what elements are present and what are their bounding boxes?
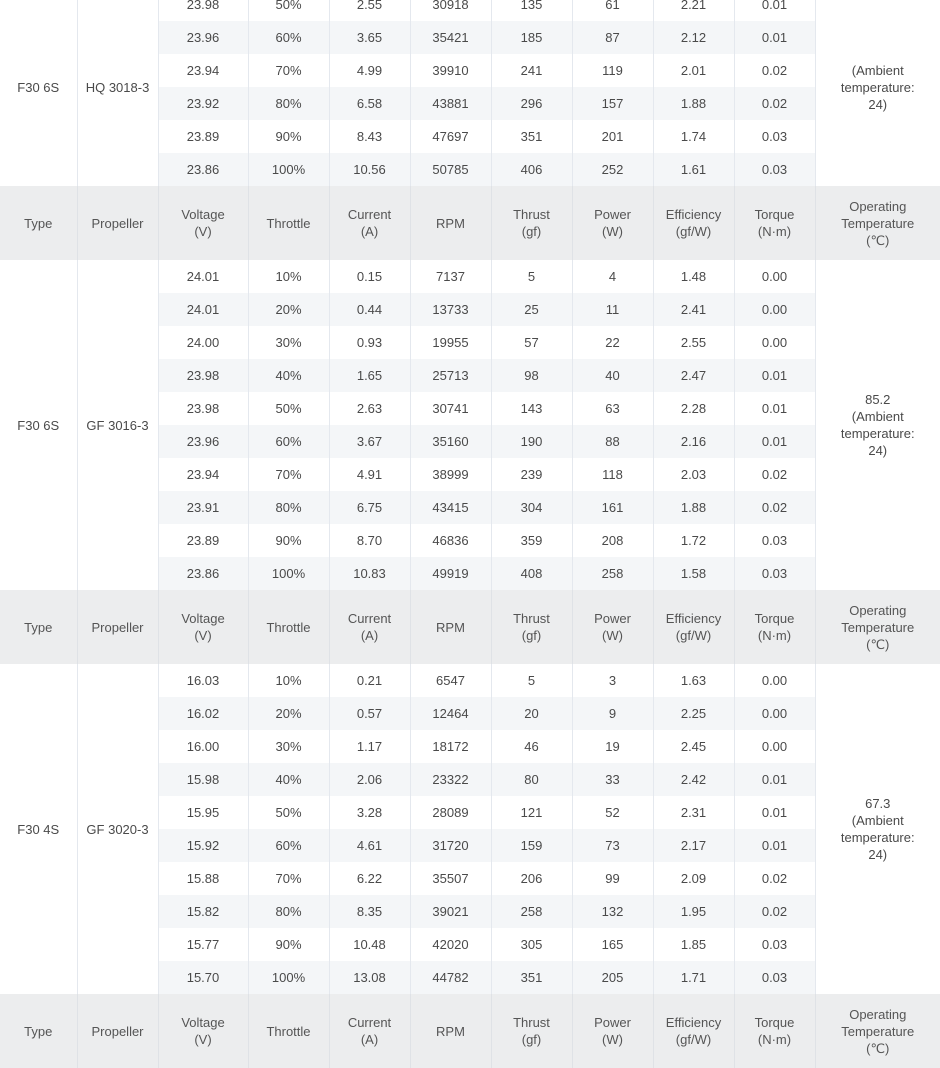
- throttle-cell: 60%: [248, 425, 329, 458]
- rpm-cell: 30918: [410, 0, 491, 21]
- header-type: Type: [0, 186, 77, 260]
- current-cell: 8.35: [329, 895, 410, 928]
- voltage-cell: 15.98: [158, 763, 248, 796]
- throttle-cell: 30%: [248, 730, 329, 763]
- voltage-cell: 23.92: [158, 87, 248, 120]
- efficiency-cell: 2.01: [653, 54, 734, 87]
- efficiency-cell: 2.41: [653, 293, 734, 326]
- current-cell: 6.22: [329, 862, 410, 895]
- header-power: Power (W): [572, 994, 653, 1068]
- throttle-cell: 50%: [248, 0, 329, 21]
- voltage-cell: 15.70: [158, 961, 248, 994]
- rpm-cell: 42020: [410, 928, 491, 961]
- power-cell: 99: [572, 862, 653, 895]
- thrust-cell: 98: [491, 359, 572, 392]
- voltage-cell: 15.95: [158, 796, 248, 829]
- current-cell: 4.91: [329, 458, 410, 491]
- torque-cell: 0.02: [734, 458, 815, 491]
- voltage-cell: 23.86: [158, 153, 248, 186]
- efficiency-cell: 1.85: [653, 928, 734, 961]
- throttle-cell: 100%: [248, 153, 329, 186]
- efficiency-cell: 1.71: [653, 961, 734, 994]
- torque-cell: 0.00: [734, 326, 815, 359]
- torque-cell: 0.00: [734, 730, 815, 763]
- power-cell: 208: [572, 524, 653, 557]
- efficiency-cell: 1.48: [653, 260, 734, 293]
- voltage-cell: 16.03: [158, 664, 248, 697]
- throttle-cell: 80%: [248, 87, 329, 120]
- current-cell: 3.67: [329, 425, 410, 458]
- throttle-cell: 50%: [248, 796, 329, 829]
- rpm-cell: 39021: [410, 895, 491, 928]
- voltage-cell: 23.91: [158, 491, 248, 524]
- efficiency-cell: 2.09: [653, 862, 734, 895]
- rpm-cell: 43415: [410, 491, 491, 524]
- rpm-cell: 35507: [410, 862, 491, 895]
- torque-cell: 0.03: [734, 153, 815, 186]
- operating-temperature-cell: 85.2 (Ambient temperature: 24): [815, 260, 940, 590]
- thrust-cell: 5: [491, 664, 572, 697]
- rpm-cell: 44782: [410, 961, 491, 994]
- throttle-cell: 20%: [248, 697, 329, 730]
- current-cell: 10.83: [329, 557, 410, 590]
- voltage-cell: 23.98: [158, 359, 248, 392]
- header-type: Type: [0, 994, 77, 1068]
- motor-type-cell: F30 4S: [0, 664, 77, 994]
- propeller-cell: GF 3016-3: [77, 260, 158, 590]
- power-cell: 11: [572, 293, 653, 326]
- current-cell: 4.61: [329, 829, 410, 862]
- throttle-cell: 20%: [248, 293, 329, 326]
- rpm-cell: 38999: [410, 458, 491, 491]
- torque-cell: 0.01: [734, 763, 815, 796]
- current-cell: 0.15: [329, 260, 410, 293]
- throttle-cell: 70%: [248, 54, 329, 87]
- throttle-cell: 70%: [248, 458, 329, 491]
- header-throttle: Throttle: [248, 186, 329, 260]
- torque-cell: 0.02: [734, 895, 815, 928]
- torque-cell: 0.03: [734, 961, 815, 994]
- efficiency-cell: 1.61: [653, 153, 734, 186]
- efficiency-cell: 2.25: [653, 697, 734, 730]
- voltage-cell: 16.00: [158, 730, 248, 763]
- header-efficiency: Efficiency (gf/W): [653, 994, 734, 1068]
- current-cell: 6.58: [329, 87, 410, 120]
- thrust-cell: 206: [491, 862, 572, 895]
- efficiency-cell: 1.72: [653, 524, 734, 557]
- thrust-cell: 80: [491, 763, 572, 796]
- rpm-cell: 12464: [410, 697, 491, 730]
- header-current: Current (A): [329, 994, 410, 1068]
- power-cell: 88: [572, 425, 653, 458]
- rpm-cell: 35160: [410, 425, 491, 458]
- thrust-cell: 408: [491, 557, 572, 590]
- voltage-cell: 15.82: [158, 895, 248, 928]
- throttle-cell: 100%: [248, 557, 329, 590]
- efficiency-cell: 2.03: [653, 458, 734, 491]
- header-torque: Torque (N·m): [734, 186, 815, 260]
- rpm-cell: 46836: [410, 524, 491, 557]
- power-cell: 19: [572, 730, 653, 763]
- thrust-cell: 241: [491, 54, 572, 87]
- power-cell: 132: [572, 895, 653, 928]
- thrust-cell: 296: [491, 87, 572, 120]
- header-thrust: Thrust (gf): [491, 994, 572, 1068]
- rpm-cell: 23322: [410, 763, 491, 796]
- throttle-cell: 90%: [248, 524, 329, 557]
- efficiency-cell: 1.88: [653, 87, 734, 120]
- current-cell: 6.75: [329, 491, 410, 524]
- current-cell: 2.55: [329, 0, 410, 21]
- header-current: Current (A): [329, 186, 410, 260]
- throttle-cell: 80%: [248, 491, 329, 524]
- voltage-cell: 24.00: [158, 326, 248, 359]
- current-cell: 0.57: [329, 697, 410, 730]
- rpm-cell: 50785: [410, 153, 491, 186]
- torque-cell: 0.03: [734, 524, 815, 557]
- efficiency-cell: 2.47: [653, 359, 734, 392]
- efficiency-cell: 2.16: [653, 425, 734, 458]
- header-throttle: Throttle: [248, 994, 329, 1068]
- thrust-cell: 305: [491, 928, 572, 961]
- torque-cell: 0.01: [734, 796, 815, 829]
- current-cell: 4.99: [329, 54, 410, 87]
- torque-cell: 0.03: [734, 928, 815, 961]
- efficiency-cell: 2.17: [653, 829, 734, 862]
- current-cell: 8.43: [329, 120, 410, 153]
- torque-cell: 0.02: [734, 87, 815, 120]
- current-cell: 10.48: [329, 928, 410, 961]
- power-cell: 73: [572, 829, 653, 862]
- thrust-cell: 258: [491, 895, 572, 928]
- throttle-cell: 50%: [248, 392, 329, 425]
- rpm-cell: 31720: [410, 829, 491, 862]
- throttle-cell: 100%: [248, 961, 329, 994]
- throttle-cell: 10%: [248, 664, 329, 697]
- header-thrust: Thrust (gf): [491, 590, 572, 664]
- rpm-cell: 49919: [410, 557, 491, 590]
- thrust-cell: 304: [491, 491, 572, 524]
- voltage-cell: 15.88: [158, 862, 248, 895]
- motor-type-cell: F30 6S: [0, 0, 77, 186]
- voltage-cell: 16.02: [158, 697, 248, 730]
- operating-temperature-cell: 67.3 (Ambient temperature: 24): [815, 664, 940, 994]
- power-cell: 157: [572, 87, 653, 120]
- torque-cell: 0.00: [734, 664, 815, 697]
- efficiency-cell: 1.74: [653, 120, 734, 153]
- header-throttle: Throttle: [248, 590, 329, 664]
- rpm-cell: 35421: [410, 21, 491, 54]
- torque-cell: 0.01: [734, 392, 815, 425]
- thrust-cell: 121: [491, 796, 572, 829]
- thrust-cell: 143: [491, 392, 572, 425]
- header-voltage: Voltage (V): [158, 186, 248, 260]
- voltage-cell: 23.98: [158, 392, 248, 425]
- thrust-cell: 20: [491, 697, 572, 730]
- rpm-cell: 19955: [410, 326, 491, 359]
- current-cell: 3.28: [329, 796, 410, 829]
- throttle-cell: 60%: [248, 21, 329, 54]
- header-row: [0, 186, 940, 260]
- throttle-cell: 80%: [248, 895, 329, 928]
- power-cell: 52: [572, 796, 653, 829]
- efficiency-cell: 2.55: [653, 326, 734, 359]
- current-cell: 2.63: [329, 392, 410, 425]
- header-power: Power (W): [572, 186, 653, 260]
- power-cell: 9: [572, 697, 653, 730]
- rpm-cell: 25713: [410, 359, 491, 392]
- current-cell: 10.56: [329, 153, 410, 186]
- efficiency-cell: 2.28: [653, 392, 734, 425]
- header-voltage: Voltage (V): [158, 590, 248, 664]
- thrust-cell: 185: [491, 21, 572, 54]
- power-cell: 87: [572, 21, 653, 54]
- voltage-cell: 24.01: [158, 293, 248, 326]
- rpm-cell: 28089: [410, 796, 491, 829]
- power-cell: 3: [572, 664, 653, 697]
- header-power: Power (W): [572, 590, 653, 664]
- power-cell: 61: [572, 0, 653, 21]
- current-cell: 8.70: [329, 524, 410, 557]
- voltage-cell: 23.96: [158, 21, 248, 54]
- header-efficiency: Efficiency (gf/W): [653, 590, 734, 664]
- header-operating-temperature: Operating Temperature (℃): [815, 186, 940, 260]
- throttle-cell: 90%: [248, 928, 329, 961]
- torque-cell: 0.02: [734, 491, 815, 524]
- current-cell: 0.44: [329, 293, 410, 326]
- header-row: [0, 994, 940, 1068]
- current-cell: 13.08: [329, 961, 410, 994]
- header-rpm: RPM: [410, 994, 491, 1068]
- thrust-cell: 351: [491, 120, 572, 153]
- header-propeller: Propeller: [77, 186, 158, 260]
- thrust-cell: 135: [491, 0, 572, 21]
- table-row: [0, 664, 940, 697]
- voltage-cell: 23.96: [158, 425, 248, 458]
- rpm-cell: 30741: [410, 392, 491, 425]
- voltage-cell: 23.89: [158, 120, 248, 153]
- torque-cell: 0.01: [734, 0, 815, 21]
- torque-cell: 0.01: [734, 425, 815, 458]
- torque-cell: 0.03: [734, 557, 815, 590]
- power-cell: 258: [572, 557, 653, 590]
- efficiency-cell: 2.31: [653, 796, 734, 829]
- thrust-cell: 351: [491, 961, 572, 994]
- efficiency-cell: 1.63: [653, 664, 734, 697]
- torque-cell: 0.01: [734, 21, 815, 54]
- rpm-cell: 7137: [410, 260, 491, 293]
- voltage-cell: 23.89: [158, 524, 248, 557]
- thrust-cell: 5: [491, 260, 572, 293]
- thrust-cell: 239: [491, 458, 572, 491]
- power-cell: 119: [572, 54, 653, 87]
- torque-cell: 0.03: [734, 120, 815, 153]
- header-operating-temperature: Operating Temperature (℃): [815, 590, 940, 664]
- header-type: Type: [0, 590, 77, 664]
- throttle-cell: 90%: [248, 120, 329, 153]
- header-rpm: RPM: [410, 186, 491, 260]
- voltage-cell: 23.94: [158, 54, 248, 87]
- table-row: [0, 260, 940, 293]
- thrust-cell: 406: [491, 153, 572, 186]
- current-cell: 0.21: [329, 664, 410, 697]
- thrust-cell: 159: [491, 829, 572, 862]
- header-thrust: Thrust (gf): [491, 186, 572, 260]
- thrust-cell: 46: [491, 730, 572, 763]
- header-propeller: Propeller: [77, 994, 158, 1068]
- efficiency-cell: 1.88: [653, 491, 734, 524]
- efficiency-cell: 1.95: [653, 895, 734, 928]
- voltage-cell: 15.92: [158, 829, 248, 862]
- rpm-cell: 47697: [410, 120, 491, 153]
- rpm-cell: 18172: [410, 730, 491, 763]
- header-current: Current (A): [329, 590, 410, 664]
- power-cell: 165: [572, 928, 653, 961]
- throttle-cell: 40%: [248, 359, 329, 392]
- torque-cell: 0.00: [734, 697, 815, 730]
- thrust-cell: 190: [491, 425, 572, 458]
- table-row: [0, 0, 940, 21]
- efficiency-cell: 2.12: [653, 21, 734, 54]
- power-cell: 63: [572, 392, 653, 425]
- header-efficiency: Efficiency (gf/W): [653, 186, 734, 260]
- rpm-cell: 39910: [410, 54, 491, 87]
- header-rpm: RPM: [410, 590, 491, 664]
- throttle-cell: 70%: [248, 862, 329, 895]
- torque-cell: 0.00: [734, 293, 815, 326]
- voltage-cell: 23.98: [158, 0, 248, 21]
- torque-cell: 0.02: [734, 862, 815, 895]
- rpm-cell: 13733: [410, 293, 491, 326]
- power-cell: 252: [572, 153, 653, 186]
- voltage-cell: 23.94: [158, 458, 248, 491]
- torque-cell: 0.02: [734, 54, 815, 87]
- thrust-cell: 359: [491, 524, 572, 557]
- power-cell: 118: [572, 458, 653, 491]
- current-cell: 0.93: [329, 326, 410, 359]
- current-cell: 1.65: [329, 359, 410, 392]
- throttle-cell: 10%: [248, 260, 329, 293]
- header-propeller: Propeller: [77, 590, 158, 664]
- efficiency-cell: 2.45: [653, 730, 734, 763]
- torque-cell: 0.01: [734, 359, 815, 392]
- header-row: [0, 590, 940, 664]
- voltage-cell: 24.01: [158, 260, 248, 293]
- efficiency-cell: 1.58: [653, 557, 734, 590]
- throttle-cell: 60%: [248, 829, 329, 862]
- torque-cell: 0.01: [734, 829, 815, 862]
- power-cell: 22: [572, 326, 653, 359]
- throttle-cell: 30%: [248, 326, 329, 359]
- efficiency-cell: 2.42: [653, 763, 734, 796]
- rpm-cell: 43881: [410, 87, 491, 120]
- power-cell: 33: [572, 763, 653, 796]
- header-torque: Torque (N·m): [734, 994, 815, 1068]
- power-cell: 205: [572, 961, 653, 994]
- voltage-cell: 15.77: [158, 928, 248, 961]
- current-cell: 1.17: [329, 730, 410, 763]
- header-torque: Torque (N·m): [734, 590, 815, 664]
- propeller-cell: HQ 3018-3: [77, 0, 158, 186]
- voltage-cell: 23.86: [158, 557, 248, 590]
- current-cell: 2.06: [329, 763, 410, 796]
- efficiency-cell: 2.21: [653, 0, 734, 21]
- thrust-cell: 57: [491, 326, 572, 359]
- thrust-cell: 25: [491, 293, 572, 326]
- power-cell: 201: [572, 120, 653, 153]
- power-cell: 40: [572, 359, 653, 392]
- operating-temperature-cell: (Ambient temperature: 24): [815, 0, 940, 186]
- power-cell: 161: [572, 491, 653, 524]
- propeller-cell: GF 3020-3: [77, 664, 158, 994]
- power-cell: 4: [572, 260, 653, 293]
- header-voltage: Voltage (V): [158, 994, 248, 1068]
- current-cell: 3.65: [329, 21, 410, 54]
- header-operating-temperature: Operating Temperature (℃): [815, 994, 940, 1068]
- motor-type-cell: F30 6S: [0, 260, 77, 590]
- throttle-cell: 40%: [248, 763, 329, 796]
- rpm-cell: 6547: [410, 664, 491, 697]
- torque-cell: 0.00: [734, 260, 815, 293]
